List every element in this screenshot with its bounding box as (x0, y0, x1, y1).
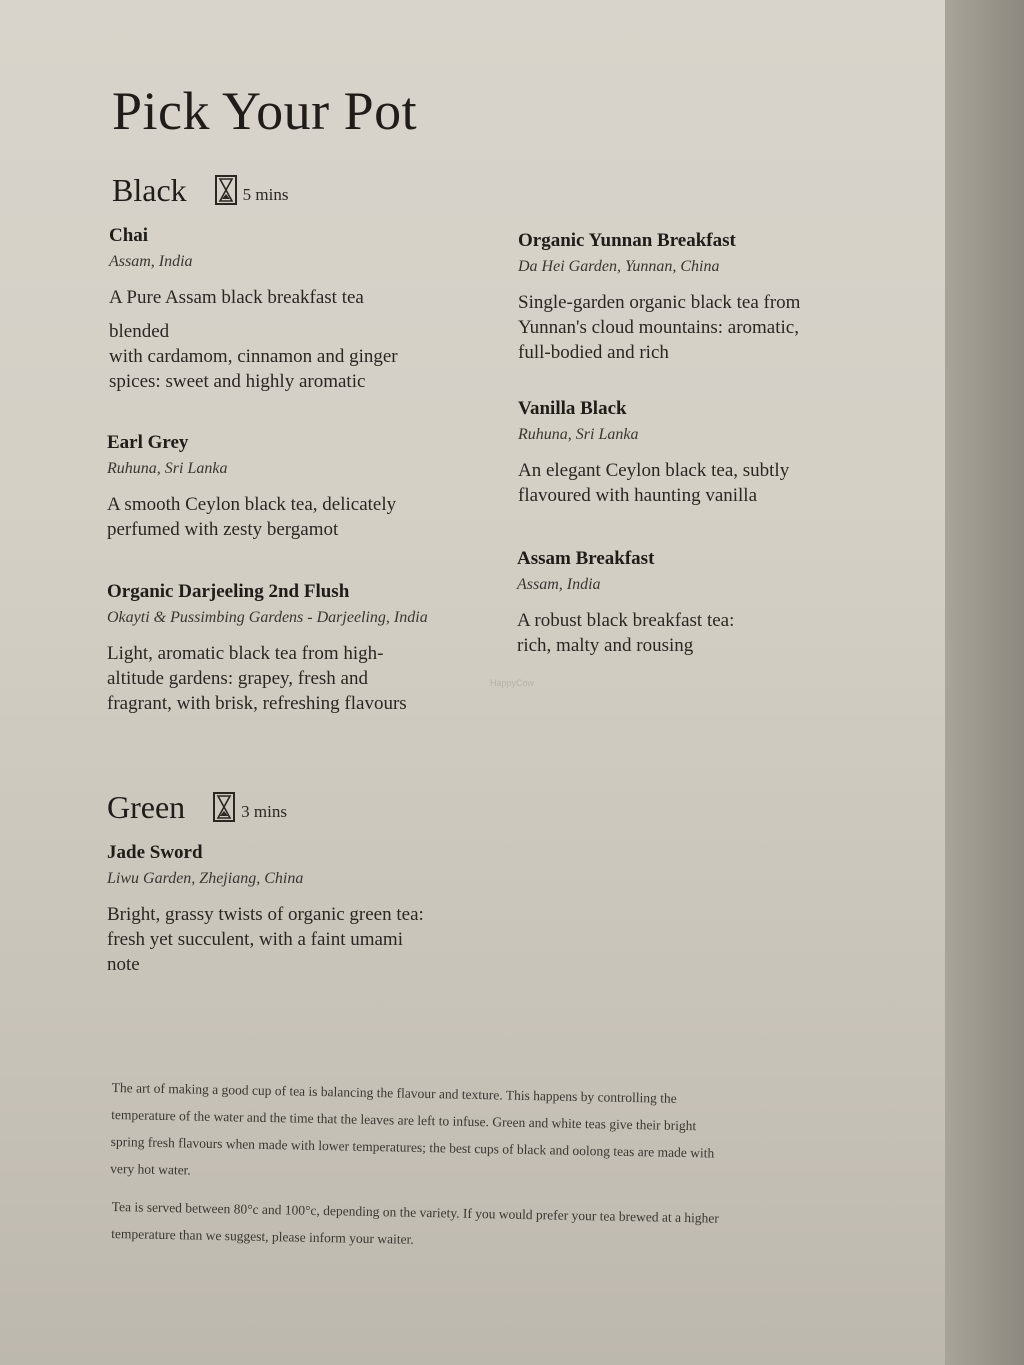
tea-item-vanilla-black (518, 398, 858, 508)
background-edge (945, 0, 1024, 1365)
description-line: fresh yet succulent, with a faint umami (107, 929, 403, 950)
tea-origin: Da Hei Garden, Yunnan, China (518, 258, 720, 275)
description-line: Yunnan's cloud mountains: aromatic, (518, 317, 799, 338)
tea-item-yunnan-breakfast (518, 230, 858, 365)
steep-time: 3 mins (241, 802, 287, 821)
footnote-line: temperature of the water and the time that the leaves are left to infuse. Green and white teas give their bright (111, 1106, 697, 1134)
tea-origin: Liwu Garden, Zhejiang, China (107, 870, 304, 887)
description-line: perfumed with zesty bergamot (107, 519, 339, 540)
section-title: Black (112, 172, 187, 208)
section-title: Green (107, 789, 186, 825)
tea-item-earl-grey (107, 432, 467, 542)
description-line: Light, aromatic black tea from high- (107, 643, 384, 664)
tea-item-assam-breakfast (517, 548, 857, 658)
tea-origin: Ruhuna, Sri Lanka (107, 460, 228, 477)
hourglass-icon (215, 175, 237, 205)
description-line: blended (109, 321, 170, 342)
page-title: Pick Your Pot (112, 81, 418, 141)
footnote-line: Tea is served between 80°c and 100°c, depending on the variety. If you would prefer your tea brewed at a higher (111, 1198, 720, 1226)
tea-name: Chai (109, 225, 149, 246)
footnote-line: temperature than we suggest, please inform your waiter. (111, 1225, 414, 1247)
tea-name: Earl Grey (107, 432, 189, 453)
tea-description (109, 285, 469, 394)
tea-description (107, 641, 487, 716)
steep-timer (213, 792, 287, 822)
hourglass-icon (213, 792, 235, 822)
footnote-temperature (111, 1193, 864, 1261)
section-header-green (107, 789, 287, 826)
tea-origin: Assam, India (109, 253, 193, 270)
watermark: HappyCow (490, 678, 535, 688)
tea-origin: Ruhuna, Sri Lanka (518, 426, 639, 443)
section-header-black (112, 172, 288, 209)
description-line: full-bodied and rich (518, 342, 669, 363)
description-line: A Pure Assam black breakfast tea (109, 287, 364, 308)
tea-name: Jade Sword (107, 842, 203, 863)
footnote-line: The art of making a good cup of tea is balancing the flavour and texture. This happens by controlling the (111, 1079, 677, 1106)
description-line: flavoured with haunting vanilla (518, 485, 758, 506)
steep-time: 5 mins (242, 185, 289, 204)
tea-description (518, 458, 858, 508)
tea-description (517, 608, 857, 658)
description-line: with cardamom, cinnamon and ginger (109, 346, 398, 367)
tea-name: Vanilla Black (518, 398, 627, 419)
description-line: altitude gardens: grapey, fresh and (107, 668, 368, 689)
description-line: An elegant Ceylon black tea, subtly (518, 460, 790, 481)
tea-origin: Assam, India (517, 576, 601, 593)
description-line: fragrant, with brisk, refreshing flavours (107, 693, 407, 714)
tea-item-jade-sword (107, 842, 487, 977)
tea-description (518, 290, 858, 365)
tea-origin: Okayti & Pussimbing Gardens - Darjeeling, India (107, 609, 428, 626)
tea-description (107, 492, 467, 542)
tea-description (107, 902, 487, 977)
footnote-brewing (110, 1074, 864, 1196)
description-line: A robust black breakfast tea: (517, 610, 735, 631)
tea-name: Assam Breakfast (517, 548, 655, 569)
footnote-line: spring fresh flavours when made with lower temperatures; the best cups of black and oolong teas are made with (110, 1133, 715, 1161)
steep-timer (215, 175, 289, 205)
description-line: note (107, 954, 140, 975)
tea-name: Organic Yunnan Breakfast (518, 230, 736, 251)
footnote-line: very hot water. (110, 1160, 191, 1178)
description-line: Single-garden organic black tea from (518, 292, 801, 313)
tea-item-chai (109, 225, 469, 394)
description-line: Bright, grassy twists of organic green tea: (107, 904, 424, 925)
description-line: spices: sweet and highly aromatic (109, 371, 366, 392)
tea-item-darjeeling (107, 581, 487, 716)
description-line: rich, malty and rousing (517, 635, 694, 656)
description-line: A smooth Ceylon black tea, delicately (107, 494, 397, 515)
tea-name: Organic Darjeeling 2nd Flush (107, 581, 350, 602)
